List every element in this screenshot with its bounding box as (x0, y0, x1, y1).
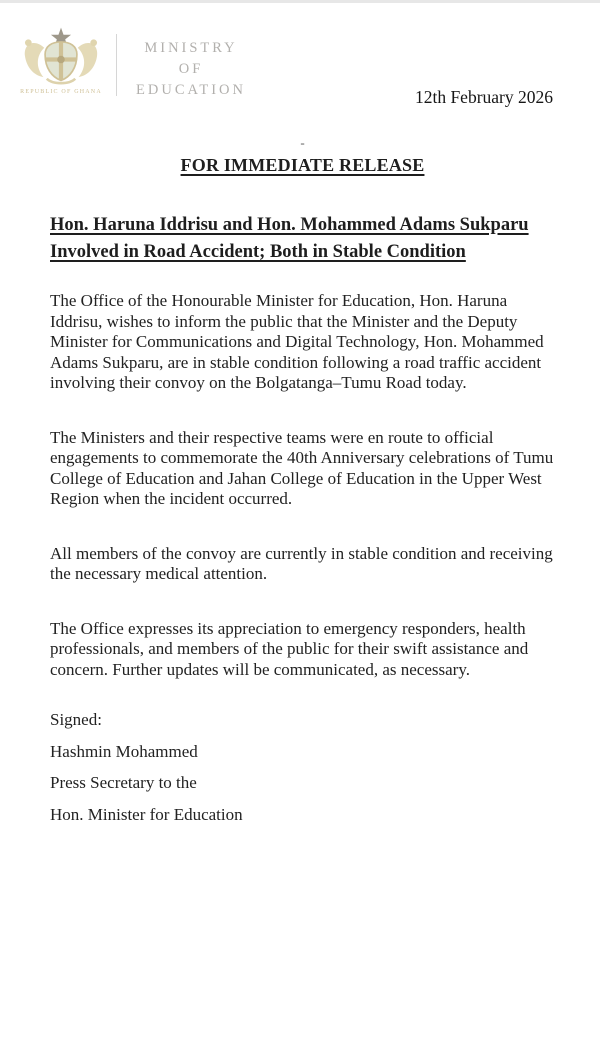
for-immediate-release-text: FOR IMMEDIATE RELEASE (180, 155, 425, 175)
paragraph-4: The Office expresses its appreciation to emergency responders, health professionals, and members of the public for their swift assistance and concern. Further updates will be communicated, as necessary. (50, 618, 529, 679)
headline (50, 212, 555, 266)
signature-block (50, 710, 555, 825)
signed-label: Signed: (50, 710, 102, 729)
paragraph-3: All members of the convoy are currently in stable condition and receiving the necessary medical attention. (50, 543, 553, 583)
signatory-name: Hashmin Mohammed (50, 741, 198, 761)
release-date: 12th February 2026 (414, 87, 553, 107)
coat-of-arms-icon (17, 26, 105, 88)
release-body (50, 136, 555, 836)
ghana-coat-of-arms-logo (14, 26, 108, 95)
ministry-line-1: MINISTRY (144, 40, 238, 56)
ministry-line-2: OF (178, 61, 204, 77)
letterhead-divider (116, 34, 117, 96)
paragraph-1: The Office of the Honourable Minister for Education, Hon. Haruna Iddrisu, wishes to inform the public that the Minister and the Deputy Minister for Communications and Digital Technology, Hon. Mohammed Adams Sukparu, are in stable condition following a road traffic accident involving their convoy on the Bolgatanga–Tumu Road today. (50, 291, 544, 392)
logo-caption: REPUBLIC OF GHANA (20, 89, 102, 95)
top-edge-shadow (0, 0, 600, 3)
headline-line-1: Hon. Haruna Iddrisu and Hon. Mohammed Adams Sukparu (50, 215, 529, 235)
headline-line-2: Involved in Road Accident; Both in Stable Condition (50, 242, 466, 262)
signatory-title-line-1: Press Secretary to the (50, 773, 197, 792)
letterhead (14, 26, 255, 101)
signatory-title-line-2: Hon. Minister for Education (50, 804, 243, 824)
paragraph-2: The Ministers and their respective teams were en route to official engagements to commemorate the 40th Anniversary celebrations of Tumu College of Education and Jahan College of Education in the Upper West Region when the incident occurred. (50, 427, 554, 508)
ministry-line-3: EDUCATION (136, 82, 246, 98)
ministry-name (127, 26, 255, 101)
for-immediate-release-label (50, 155, 555, 176)
center-dash-mark: - (300, 135, 305, 150)
